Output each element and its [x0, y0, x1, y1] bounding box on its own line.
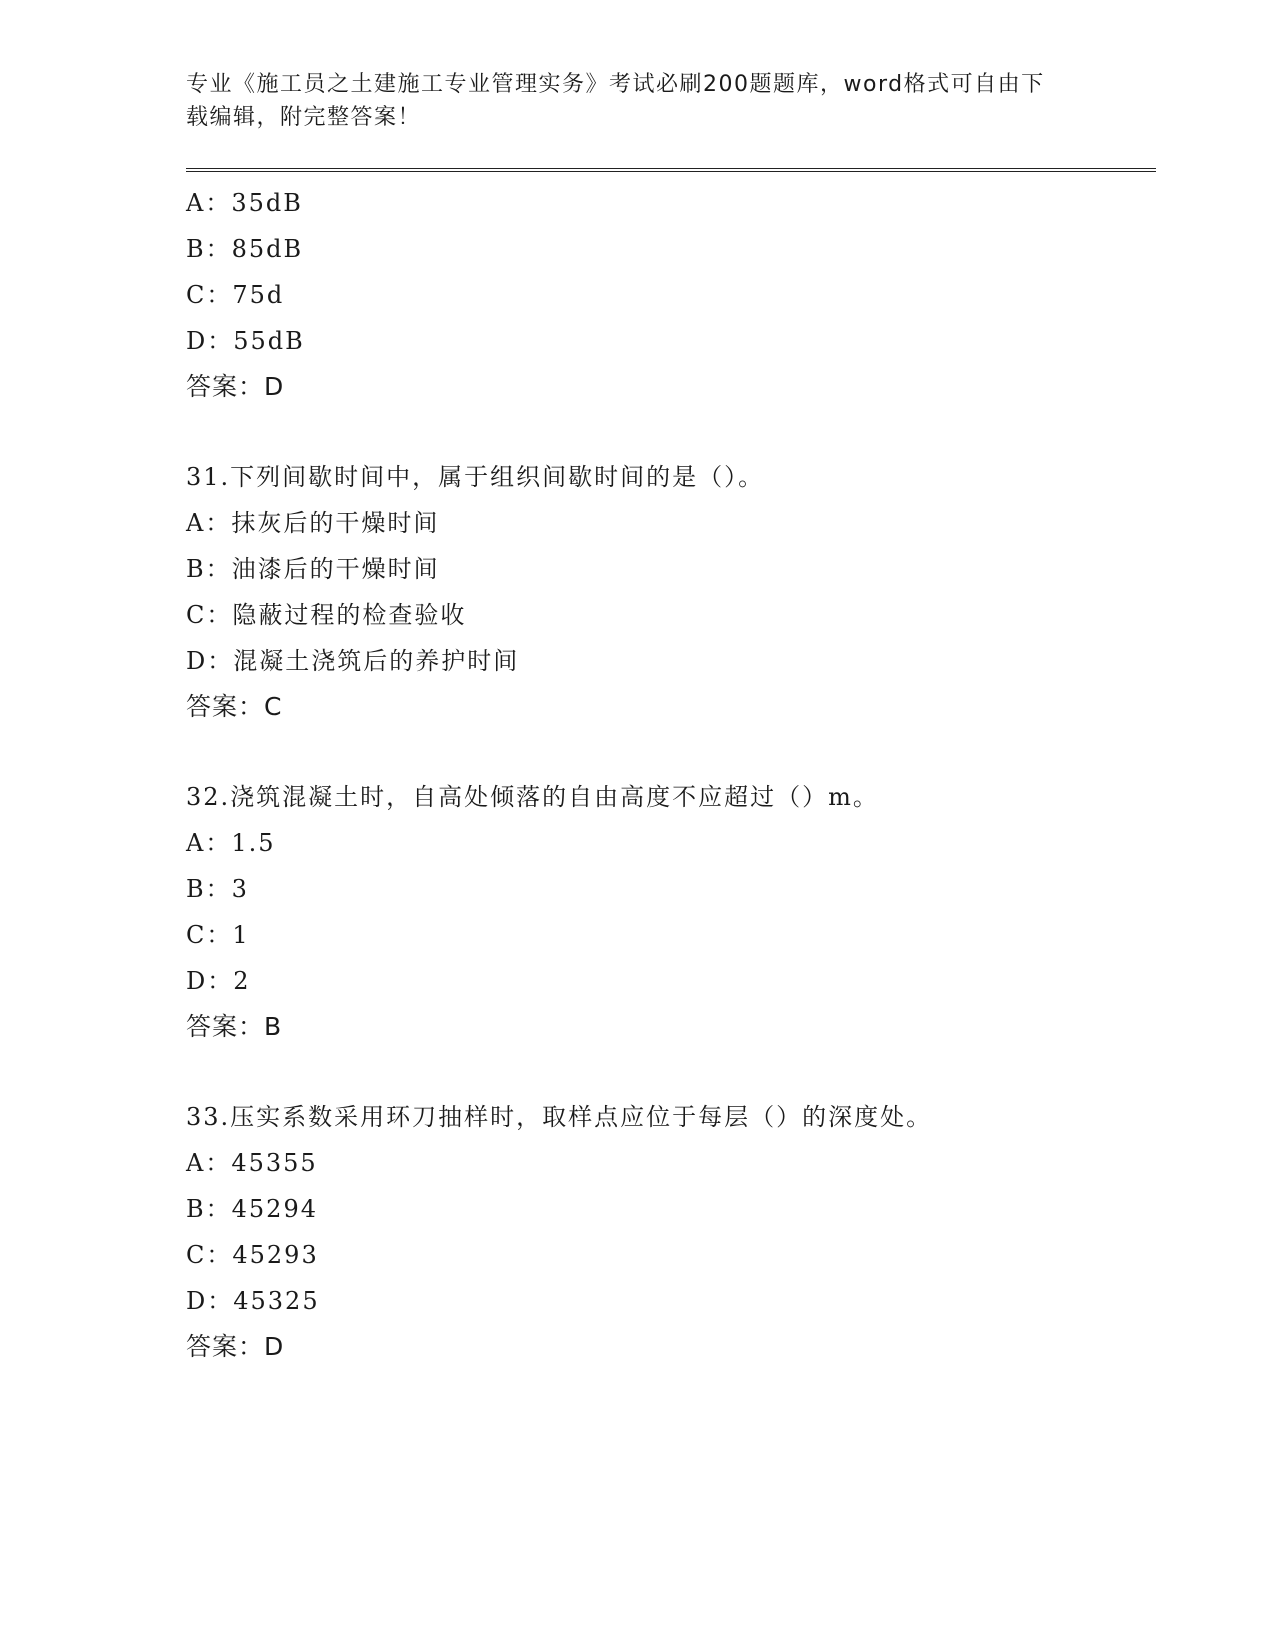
option-b: B：85dB	[186, 235, 304, 263]
question-30-continued	[186, 180, 1156, 410]
question-31	[186, 454, 1156, 730]
option-a: A：1.5	[186, 829, 276, 857]
question-33	[186, 1094, 1156, 1370]
question-32	[186, 774, 1156, 1050]
option-d: D：55dB	[186, 327, 305, 355]
question-stem: 32.浇筑混凝土时，自高处倾落的自由高度不应超过（）m。	[186, 783, 879, 811]
document-page	[186, 68, 1156, 1370]
question-stem: 33.压实系数采用环刀抽样时，取样点应位于每层（）的深度处。	[186, 1103, 933, 1131]
answer: 答案：D	[186, 1332, 285, 1361]
option-c: C：75d	[186, 281, 285, 309]
answer: 答案：B	[186, 1012, 283, 1041]
answer: 答案：D	[186, 372, 285, 401]
option-a: A：35dB	[186, 189, 303, 217]
option-b: B：油漆后的干燥时间	[186, 555, 440, 583]
header-double-rule	[186, 168, 1156, 172]
option-d: D：混凝土浇筑后的养护时间	[186, 647, 520, 675]
option-c: C：45293	[186, 1241, 319, 1269]
option-b: B：45294	[186, 1195, 318, 1223]
answer: 答案：C	[186, 692, 283, 721]
question-stem: 31.下列间歇时间中，属于组织间歇时间的是（）。	[186, 463, 765, 491]
option-d: D：2	[186, 967, 251, 995]
option-b: B：3	[186, 875, 249, 903]
document-header: 专业《施工员之土建施工专业管理实务》考试必刷200题题库，word格式可自由下载编辑，附完整答案！	[186, 72, 1045, 130]
option-c: C：隐蔽过程的检查验收	[186, 601, 467, 629]
option-a: A：抹灰后的干燥时间	[186, 509, 440, 537]
option-c: C：1	[186, 921, 250, 949]
option-a: A：45355	[186, 1149, 318, 1177]
option-d: D：45325	[186, 1287, 320, 1315]
